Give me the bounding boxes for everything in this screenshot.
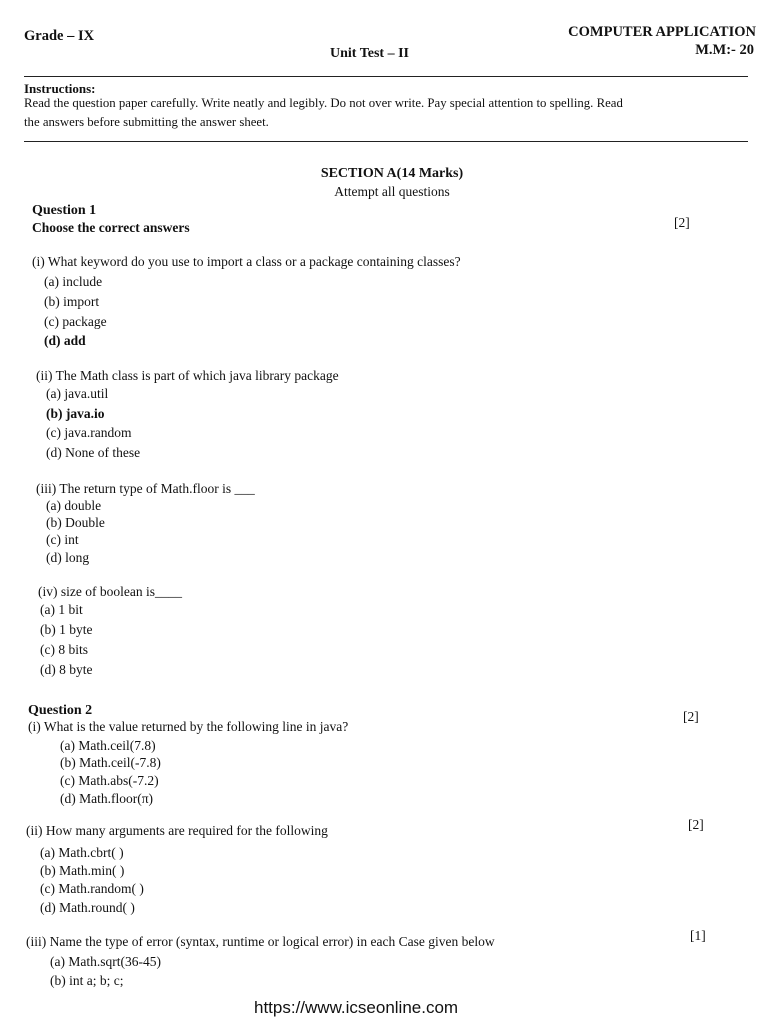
q1-part-ii-option-b: (b) java.io (46, 406, 105, 421)
q1-part-ii-option-d: (d) None of these (46, 445, 141, 460)
test-name: Unit Test – II (330, 46, 409, 61)
q1-part-iii-option-b: (b) Double (46, 515, 105, 530)
footer-url[interactable]: https://www.icseonline.com (254, 998, 459, 1017)
instructions-heading: Instructions: (24, 81, 96, 96)
section-title: SECTION A(14 Marks) (320, 166, 464, 181)
q1-part-iii-option-d: (d) long (46, 550, 90, 565)
question1-prompt: Choose the correct answers (32, 220, 190, 235)
q1-part-ii-option-a: (a) java.util (46, 386, 109, 401)
q1-part-iv-option-d: (d) 8 byte (40, 662, 93, 677)
q2-part-ii-text: (ii) How many arguments are required for the following (26, 823, 328, 838)
q2-part-iii-option-b: (b) int a; b; c; (50, 973, 124, 988)
q2-part-iii-option-a: (a) Math.sqrt(36-45) (50, 954, 161, 969)
q1-part-iv-option-a: (a) 1 bit (40, 602, 83, 617)
q1-part-i-option-d: (d) add (44, 333, 86, 348)
q1-part-iii-option-a: (a) double (46, 498, 102, 513)
q2-part-i-option-c: (c) Math.abs(-7.2) (60, 773, 159, 788)
q1-part-i-text: (i) What keyword do you use to import a class or a package containing classes? (32, 254, 461, 269)
section-subtitle: Attempt all questions (334, 184, 450, 199)
q1-part-iii-option-c: (c) int (46, 532, 79, 547)
question1-heading: Question 1 (32, 203, 97, 218)
q1-part-iv-option-b: (b) 1 byte (40, 622, 93, 637)
q2-part-iii-marks: [1] (690, 928, 706, 943)
q2-part-i-marks: [2] (683, 709, 699, 724)
subject-title: COMPUTER APPLICATION (568, 24, 756, 40)
instructions-text-line1: Read the question paper carefully. Write neatly and legibly. Do not over write. Pay special attention to spelling. Read (24, 96, 623, 110)
q2-part-ii-option-b: (b) Math.min( ) (40, 863, 125, 878)
q2-part-i-option-d: (d) Math.floor(π) (60, 791, 154, 806)
q2-part-i-text: (i) What is the value returned by the following line in java? (28, 719, 349, 734)
q2-part-ii-option-a: (a) Math.cbrt( ) (40, 845, 124, 860)
q2-part-ii-marks: [2] (688, 817, 704, 832)
grade-label: Grade – IX (24, 28, 95, 44)
max-marks: M.M:- 20 (695, 42, 754, 58)
question1-marks: [2] (674, 215, 690, 230)
instructions-text-line2: the answers before submitting the answer sheet. (24, 115, 269, 129)
q1-part-iii-text: (iii) The return type of Math.floor is ___ (36, 481, 255, 496)
q2-part-i-option-a: (a) Math.ceil(7.8) (60, 738, 156, 753)
q2-part-ii-option-d: (d) Math.round( ) (40, 900, 135, 915)
q1-part-ii-text: (ii) The Math class is part of which java library package (36, 368, 339, 383)
q1-part-iv-option-c: (c) 8 bits (40, 642, 88, 657)
q2-part-ii-option-c: (c) Math.random( ) (40, 881, 144, 896)
q1-part-i-option-c: (c) package (44, 314, 107, 329)
q2-part-i-option-b: (b) Math.ceil(-7.8) (60, 755, 161, 770)
q1-part-i-option-b: (b) import (44, 294, 100, 309)
q1-part-iv-text: (iv) size of boolean is____ (38, 584, 182, 599)
q1-part-ii-option-c: (c) java.random (46, 425, 132, 440)
header-divider (24, 76, 748, 77)
instructions-divider (24, 141, 748, 142)
question2-heading: Question 2 (28, 703, 93, 718)
q1-part-i-option-a: (a) include (44, 274, 103, 289)
q2-part-iii-text: (iii) Name the type of error (syntax, runtime or logical error) in each Case given below (26, 934, 495, 949)
